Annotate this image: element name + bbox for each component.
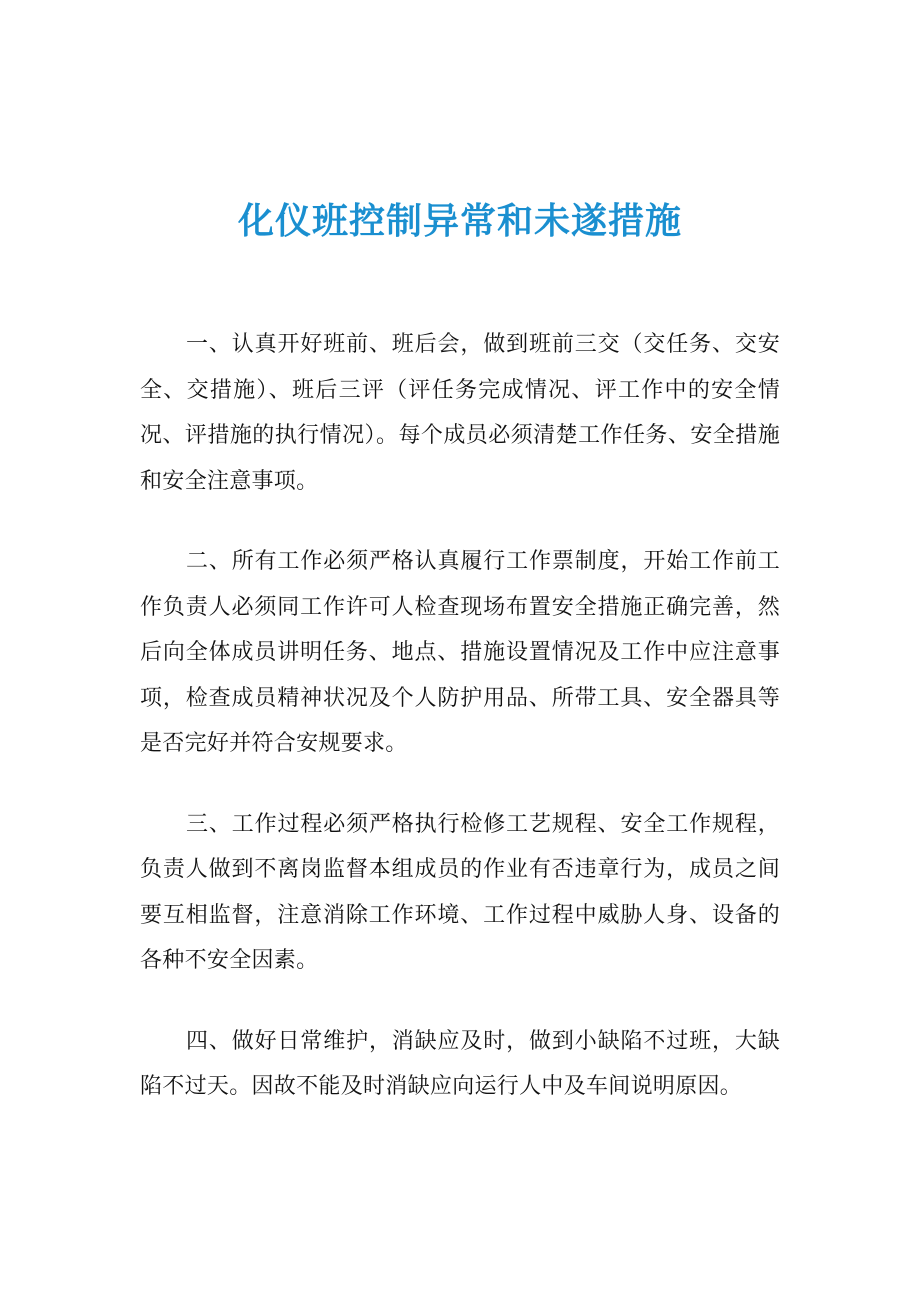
paragraph-2: 二、所有工作必须严格认真履行工作票制度，开始工作前工作负责人必须同工作许可人检查现场布置安全措施正确完善，然后向全体成员讲明任务、地点、措施设置情况及工作中应注意事项，检查成员精神状况及个人防护用品、所带工具、安全器具等是否完好并符合安规要求。: [140, 549, 780, 756]
paragraph-4: 四、做好日常维护，消缺应及时，做到小缺陷不过班，大缺陷不过天。因故不能及时消缺应向运行人中及车间说明原因。: [140, 1028, 780, 1099]
document-body: [140, 322, 780, 1145]
paragraph-1: 一、认真开好班前、班后会，做到班前三交（交任务、交安全、交措施）、班后三评（评任务完成情况、评工作中的安全情况、评措施的执行情况）。每个成员必须清楚工作任务、安全措施和安全注意事项。: [140, 332, 780, 494]
page-title: 化仪班控制异常和未遂措施: [237, 201, 682, 242]
paragraph-3: 三、工作过程必须严格执行检修工艺规程、安全工作规程，负责人做到不离岗监督本组成员的作业有否违章行为，成员之间要互相监督，注意消除工作环境、工作过程中威胁人身、设备的各种不安全因素。: [140, 811, 780, 973]
